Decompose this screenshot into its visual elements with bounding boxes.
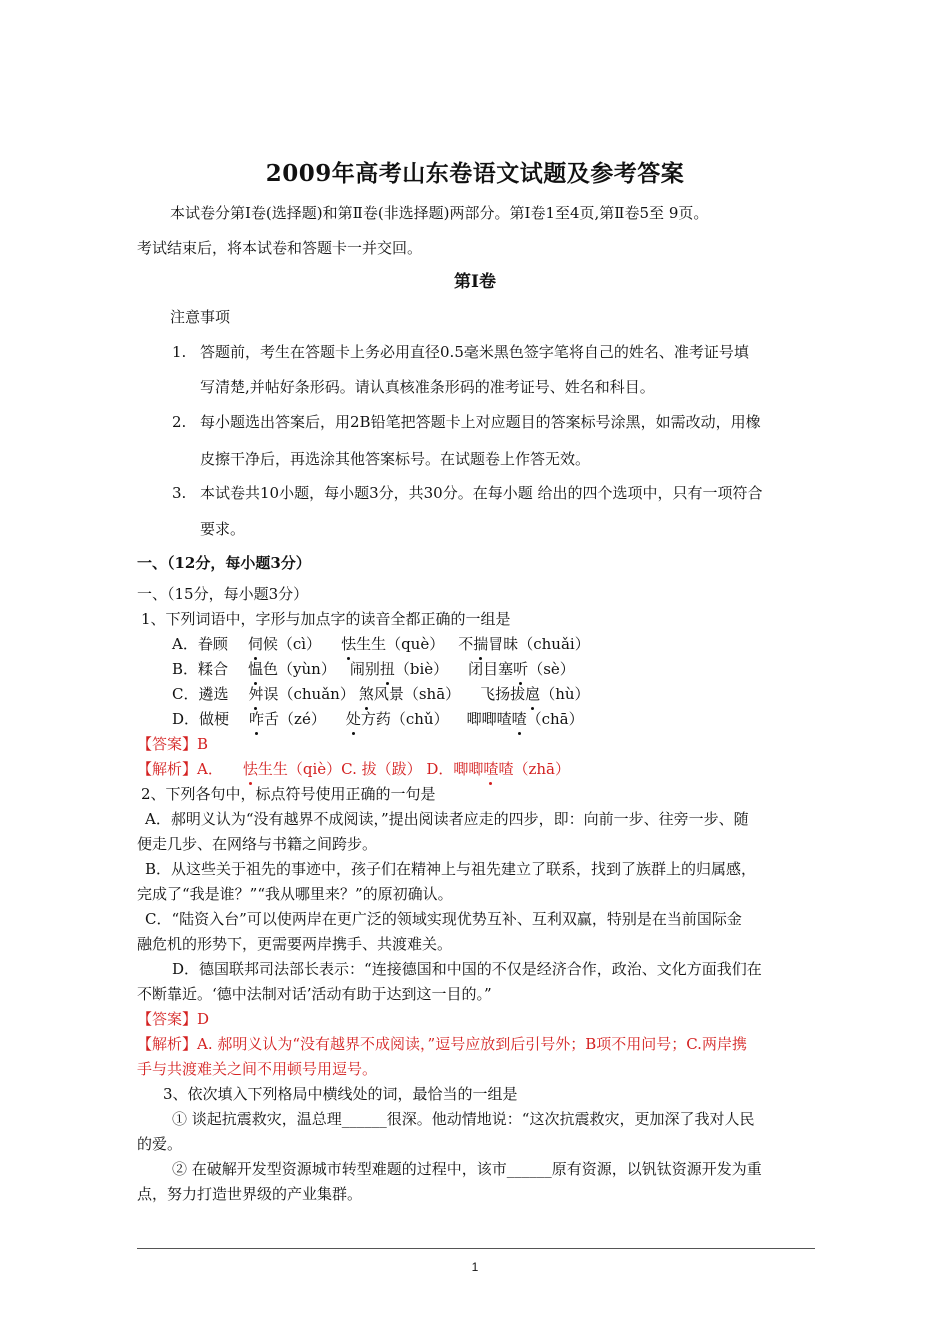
q3-stem: 3、依次填入下列格局中横线处的词，最恰当的一组是	[163, 1085, 518, 1103]
q1-option-a: A．眷顾 伺候（cì） 怯生生（què） 不揣冒昧（chuǎi）	[172, 632, 590, 656]
note-1-line-1: 答题前，考生在答题卡上务必用直径0.5毫米黑色签字笔将自己的姓名、准考证号填	[200, 343, 749, 361]
q2-option-d-line-2: 不断靠近。‘德中法制对话’活动有助于达到这一目的。”	[137, 985, 492, 1003]
q1-option-b: B．糅合 愠色（yùn） 闹别扭（biè） 闭目塞听（sè）	[172, 657, 575, 681]
note-number: 3.	[172, 484, 187, 502]
q1-answer: 【答案】B	[137, 735, 209, 753]
note-2-line-1: 每小题选出答案后，用2B铅笔把答题卡上对应题目的答案标号涂黑，如需改动，用橡	[200, 413, 761, 431]
section-heading: 一、（15分，每小题3分）	[137, 585, 309, 603]
footer-divider	[137, 1248, 815, 1249]
q2-option-d-line-1: D．德国联邦司法部长表示：“连接德国和中国的不仅是经济合作，政治、文化方面我们在	[172, 960, 762, 978]
q2-option-a-line-2: 便走几步、在网络与书籍之间跨步。	[137, 835, 378, 853]
note-3-line-1: 本试卷共10小题，每小题3分，共30分。在每小题 给出的四个选项中，只有一项符合	[200, 484, 763, 502]
q3-item-2-line-2: 点，努力打造世界级的产业集群。	[137, 1185, 363, 1203]
intro-line-1: 本试卷分第Ⅰ卷(选择题)和第Ⅱ卷(非选择题)两部分。第Ⅰ卷1至4页,第Ⅱ卷5至 9页。	[170, 204, 709, 222]
note-1-line-2: 写清楚,并帖好条形码。请认真核准条形码的准考证号、姓名和科目。	[200, 378, 655, 396]
q3-item-1-line-2: 的爱。	[137, 1135, 183, 1153]
note-2-line-2: 皮擦干净后，再选涂其他答案标号。在试题卷上作答无效。	[200, 450, 591, 468]
q3-item-2-line-1: ② 在破解开发型资源城市转型难题的过程中，该市______原有资源，以钒钛资源开发为重	[172, 1160, 762, 1178]
note-number: 2.	[172, 413, 187, 431]
note-number: 1.	[172, 343, 187, 361]
q1-option-d: D．做梗 咋舌（zé） 处方药（chǔ） 唧唧喳喳（chā）	[172, 707, 584, 731]
page-number: 1	[471, 1260, 479, 1274]
q2-option-b-line-2: 完成了“我是谁？”“我从哪里来？”的原初确认。	[137, 885, 453, 903]
q1-option-c: C．遴选 舛误（chuǎn） 煞风景（shā） 飞扬拔扈（hù）	[172, 682, 590, 706]
q2-analysis-line-2: 手与共渡难关之间不用顿号用逗号。	[137, 1060, 378, 1078]
q2-option-b-line-1: B．从这些关于祖先的事迹中，孩子们在精神上与祖先建立了联系，找到了族群上的归属感，	[145, 860, 757, 878]
q2-option-a-line-1: A．郝明义认为“没有越界不成阅读，”提出阅读者应走的四步，即：向前一步、往旁一步、随	[145, 810, 749, 828]
note-3-line-2: 要求。	[200, 520, 246, 538]
q2-answer: 【答案】D	[137, 1010, 210, 1028]
q1-stem: 1、下列词语中，字形与加点字的读音全都正确的一组是	[141, 610, 511, 628]
intro-line-2: 考试结束后，将本试卷和答题卡一并交回。	[137, 239, 423, 257]
q3-item-1-line-1: ① 谈起抗震救灾，温总理______很深。他动情地说：“这次抗震救灾，更加深了我对人民	[172, 1110, 755, 1128]
q2-option-c-line-1: C．“陆资入台”可以使两岸在更广泛的领域实现优势互补、互利双赢，特别是在当前国际金	[145, 910, 742, 928]
section-heading-bold: 一、（12分，每小题3分）	[137, 554, 311, 572]
q2-analysis-line-1: 【解析】A. 郝明义认为“没有越界不成阅读，”逗号应放到后引号外；B项不用问号；C.两岸携	[137, 1035, 747, 1053]
notes-heading: 注意事项	[170, 308, 231, 326]
volume-heading: 第Ⅰ卷	[454, 272, 496, 292]
q2-stem: 2、下列各句中，标点符号使用正确的一句是	[141, 785, 436, 803]
document-title: 2009年高考山东卷语文试题及参考答案	[265, 160, 685, 187]
q2-option-c-line-2: 融危机的形势下，更需要两岸携手、共渡难关。	[137, 935, 453, 953]
q1-analysis: 【解析】A． 怯生生（qiè）C. 拔（跋） D．唧唧喳喳（zhā）	[137, 757, 570, 781]
